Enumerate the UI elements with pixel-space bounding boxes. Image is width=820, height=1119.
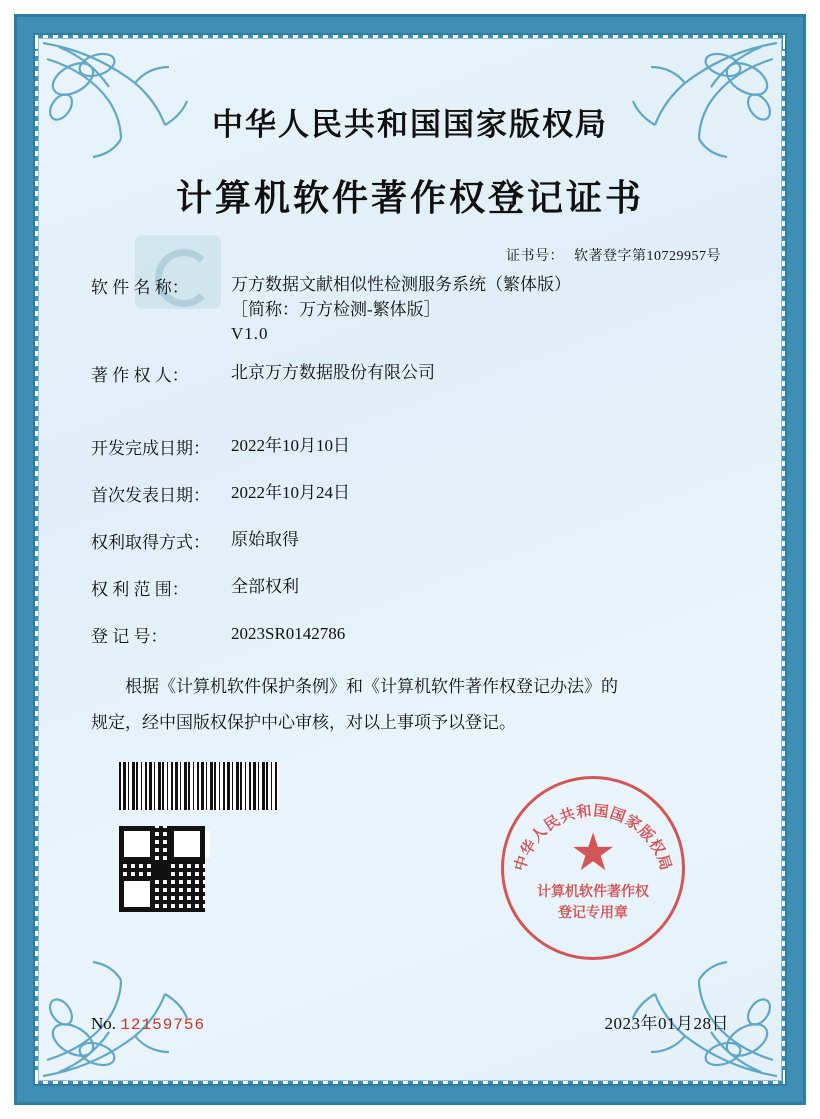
certificate-number — [91, 245, 729, 265]
field-first-publish-date-value: 2022年10月24日 — [231, 482, 350, 502]
star-icon: ★ — [569, 824, 617, 882]
field-software-name-label: 软 件 名 称： — [91, 278, 189, 297]
official-seal — [501, 776, 685, 960]
qr-finder-top-right — [169, 826, 205, 862]
issuer-title: 中华人民共和国国家版权局 — [212, 107, 608, 142]
field-copyright-owner-label: 著 作 权 人： — [91, 365, 189, 385]
document-title: 计算机软件著作权登记证书 — [175, 178, 644, 218]
statement-line-1: 根据《计算机软件保护条例》和《计算机软件著作权登记办法》的 — [125, 676, 618, 696]
field-development-date — [91, 434, 729, 459]
certificate-number-label: 证书号： — [506, 249, 564, 264]
field-rights-acquisition — [91, 528, 729, 553]
field-development-date-label: 开发完成日期： — [91, 438, 210, 458]
software-version: V1.0 — [231, 324, 269, 344]
qr-center-mark — [155, 862, 169, 876]
statement-line-2: 规定，经中国版权保护中心审核，对以上事项予以登记。 — [91, 712, 516, 732]
qr-code-icon — [119, 826, 205, 912]
field-software-name-value — [231, 273, 729, 347]
field-copyright-owner — [91, 361, 729, 386]
field-registration-number-label: 登 记 号： — [91, 626, 168, 646]
field-rights-acquisition-label: 权利取得方式： — [91, 532, 210, 552]
seal-arc-label: 中华人民共和国国家版权局 — [512, 803, 674, 874]
certificate-footer — [91, 1009, 729, 1034]
field-group-dates — [91, 434, 729, 647]
seal-bottom-text — [504, 882, 682, 924]
spacer — [91, 400, 729, 434]
certificate-number-value: 软著登字第10729957号 — [574, 249, 721, 264]
field-rights-acquisition-value: 原始取得 — [231, 529, 299, 549]
issue-date: 2023年01月28日 — [604, 1014, 729, 1033]
field-rights-scope-value: 全部权利 — [231, 576, 299, 596]
field-group-main — [91, 273, 729, 386]
field-registration-number — [91, 622, 729, 647]
serial-value: 12159756 — [120, 1016, 206, 1034]
field-rights-scope — [91, 575, 729, 600]
field-first-publish-date — [91, 481, 729, 506]
seal-line-2: 登记专用章 — [558, 906, 628, 922]
software-name-line1: 万方数据文献相似性检测服务系统（繁体版） — [231, 275, 571, 294]
certificate-panel — [38, 38, 782, 1081]
serial-label: No. — [91, 1014, 117, 1033]
field-copyright-owner-value: 北京万方数据股份有限公司 — [231, 362, 435, 382]
field-registration-number-value: 2023SR0142786 — [231, 623, 346, 643]
field-software-name — [91, 273, 729, 347]
legal-statement — [91, 669, 729, 740]
seal-line-1: 计算机软件著作权 — [537, 885, 649, 901]
field-first-publish-date-label: 首次发表日期： — [91, 485, 210, 505]
software-name-line2: ［简称：万方检测-繁体版］ — [231, 299, 441, 319]
barcode-icon — [119, 762, 279, 810]
field-rights-scope-label: 权 利 范 围： — [91, 579, 189, 599]
serial-number — [91, 1014, 205, 1034]
field-development-date-value: 2022年10月10日 — [231, 435, 350, 455]
